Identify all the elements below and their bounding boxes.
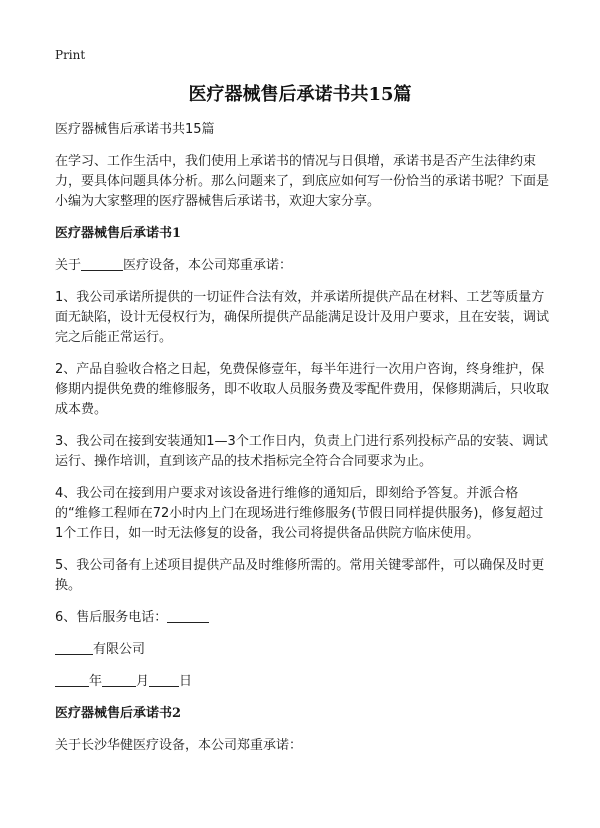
document-body <box>55 120 549 768</box>
section-heading-1: 医疗器械售后承诺书1 <box>55 226 182 241</box>
date-month: 月 <box>136 674 150 689</box>
blank-line <box>55 673 89 687</box>
page-title: 医疗器械售后承诺书共15篇 <box>188 84 412 105</box>
promise-item-5: 5、我公司备有上述项目提供产品及时维修所需的。常用关键零部件，可以确保及时更换。 <box>55 558 545 593</box>
promise-item-2: 2、产品自验收合格之日起，免费保修壹年，每半年进行一次用户咨询，终身维护，保修期内提供免费的维修服务，即不收取人员服务费及零配件费用，保修期满后，只收取成本费。 <box>55 362 550 417</box>
salutation-2: 关于长沙华健医疗设备，本公司郑重承诺： <box>55 738 303 753</box>
promise-item-3: 3、我公司在接到安装通知1—3个工作日内，负责上门进行系列投标产品的安装、调试运行、操作培训，直到该产品的技术指标完全符合合同要求为止。 <box>55 434 548 469</box>
date-line <box>55 672 549 692</box>
intro-paragraph: 在学习、工作生活中，我们使用上承诺书的情况与日俱增，承诺书是否产生法律约束力，要具体问题具体分析。那么问题来了，到底应如何写一份恰当的承诺书呢？下面是小编为大家整理的医疗器械售后承诺书，欢迎大家分享。 <box>55 154 550 209</box>
section-heading-2: 医疗器械售后承诺书2 <box>55 706 182 721</box>
salutation-suffix: 医疗设备，本公司郑重承诺： <box>123 258 293 273</box>
salutation-prefix: 关于 <box>55 258 82 273</box>
company-line <box>55 640 549 660</box>
print-link[interactable]: Print <box>55 48 86 62</box>
subtitle: 医疗器械售后承诺书共15篇 <box>55 122 215 137</box>
date-day: 日 <box>179 674 193 689</box>
service-phone-label: 6、售后服务电话： <box>55 610 168 625</box>
service-phone-line <box>55 608 549 628</box>
blank-line <box>149 673 179 687</box>
blank-line <box>55 641 93 655</box>
salutation-1 <box>55 256 549 276</box>
blank-line <box>81 257 123 271</box>
company-suffix: 有限公司 <box>93 642 146 657</box>
date-year: 年 <box>89 674 103 689</box>
blank-line <box>167 609 209 623</box>
promise-item-4: 4、我公司在接到用户要求对该设备进行维修的通知后，即刻给予答复。并派合格的“维修工程师在72小时内上门在现场进行维修服务(节假日同样提供服务)，修复超过1个工作日，如一时无法修复的设备，我公司将提供备品供院方临床使用。 <box>55 486 544 541</box>
blank-line <box>102 673 136 687</box>
promise-item-1: 1、我公司承诺所提供的一切证件合法有效，并承诺所提供产品在材料、工艺等质量方面无缺陷，设计无侵权行为，确保所提供产品能满足设计及用户要求，且在安装，调试完之后能正常运行。 <box>55 290 550 345</box>
